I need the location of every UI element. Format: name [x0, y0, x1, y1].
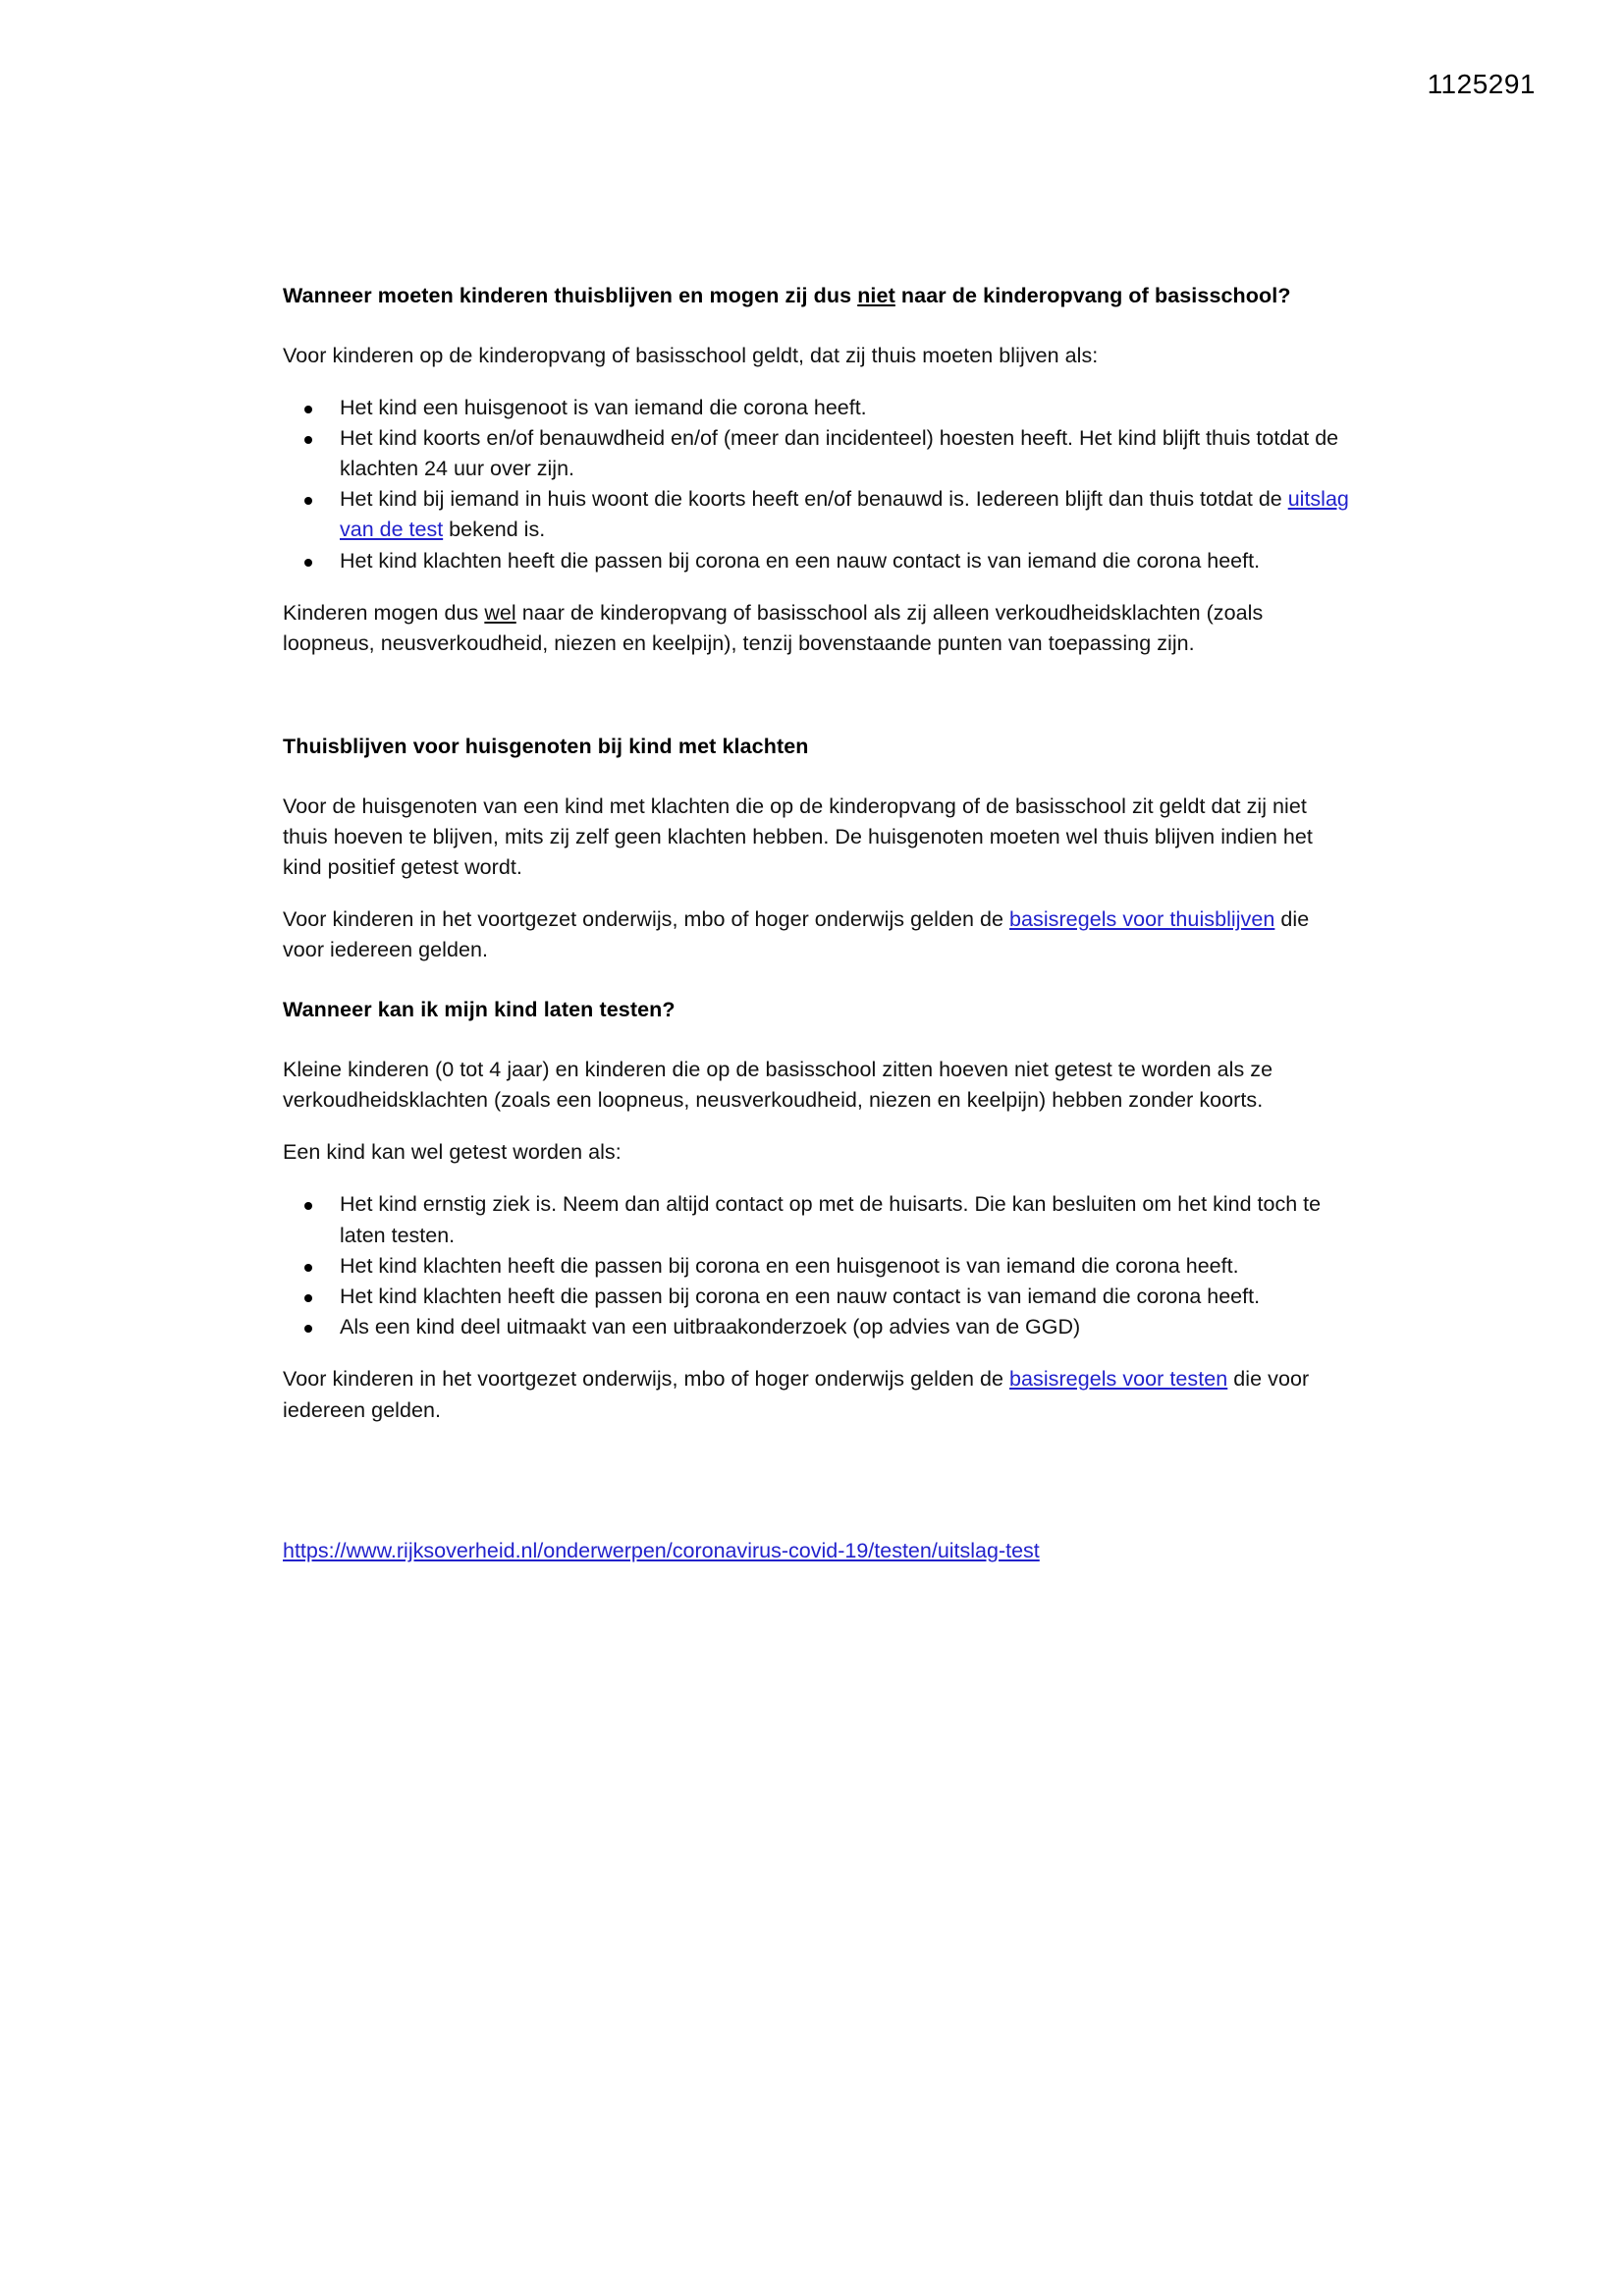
spacer	[283, 883, 1353, 904]
paragraph-basisregels-thuisblijven	[283, 904, 1353, 965]
paragraph-text-pre: Voor kinderen in het voortgezet onderwijs, mbo of hoger onderwijs gelden de	[283, 1367, 1010, 1392]
bullet-list-testen	[283, 1189, 1353, 1342]
spacer	[283, 659, 1353, 732]
heading-text-part1: Wanneer moeten kinderen thuisblijven en mogen zij dus	[283, 284, 858, 307]
paragraph-kleine-kinderen: Kleine kinderen (0 tot 4 jaar) en kinderen die op de basisschool zitten hoeven niet getest te worden als ze verkoudheidsklachten (zoals een loopneus, neusverkoudheid, niezen en keelpijn) hebben zonder koorts.	[283, 1057, 1273, 1113]
heading-emphasis-niet: niet	[857, 284, 895, 307]
heading-text-part2: naar de kinderopvang of basisschool?	[894, 284, 1291, 307]
link-basisregels-voor-thuisblijven[interactable]: basisregels voor thuisblijven	[1009, 907, 1275, 932]
closing-paragraph-section1	[283, 598, 1353, 659]
spacer	[283, 371, 1353, 393]
list-item: Als een kind deel uitmaakt van een uitbraakonderzoek (op advies van de GGD)	[283, 1312, 1353, 1342]
spacer	[283, 1426, 1353, 1536]
list-item: Het kind klachten heeft die passen bij corona en een nauw contact is van iemand die corona heeft.	[283, 1282, 1353, 1312]
list-item: Het kind ernstig ziek is. Neem dan altijd contact op met de huisarts. Die kan besluiten om het kind toch te laten testen.	[283, 1189, 1353, 1250]
list-item: Het kind klachten heeft die passen bij corona en een huisgenoot is van iemand die corona heeft.	[283, 1251, 1353, 1282]
intro-paragraph: Voor kinderen op de kinderopvang of basisschool geldt, dat zij thuis moeten blijven als:	[283, 343, 1099, 367]
document-number: 1125291	[1427, 69, 1536, 99]
list-item: Het kind klachten heeft die passen bij corona en een nauw contact is van iemand die corona heeft.	[283, 546, 1353, 576]
closing-emphasis-wel: wel	[484, 600, 516, 625]
paragraph-kind-getest: Een kind kan wel getest worden als:	[283, 1140, 622, 1165]
section-heading-testen: Wanneer kan ik mijn kind laten testen?	[283, 998, 676, 1022]
spacer	[283, 1025, 1353, 1055]
spacer	[283, 965, 1353, 995]
bullet-list-thuisblijven	[283, 393, 1353, 576]
list-item	[283, 484, 1353, 545]
spacer	[283, 1168, 1353, 1189]
spacer	[283, 1342, 1353, 1364]
closing-text-part1: Kinderen mogen dus	[283, 600, 485, 625]
list-item-text-post: bekend is.	[443, 518, 546, 542]
list-item-text-pre: Het kind bij iemand in huis woont die koorts heeft en/of benauwd is. Iedereen blijft dan thuis totdat de	[340, 487, 1288, 512]
spacer	[283, 1116, 1353, 1137]
paragraph-huisgenoten: Voor de huisgenoten van een kind met klachten die op de kinderopvang of de basisschool zit geldt dat zij niet thuis hoeven te blijven, mits zij zelf geen klachten hebben. De huisgenoten moeten wel thuis blijven indien het kind positief getest wordt.	[283, 793, 1313, 879]
closing-text-part2: naar de kinderopvang of basisschool als zij alleen verkoudheidsklachten (zoals loopneus, neusverkoudheid, niezen en keelpijn), tenzij bovenstaande punten van toepassing zijn.	[283, 600, 1264, 655]
paragraph-text-post: die voor iedereen gelden.	[283, 1367, 1310, 1422]
link-basisregels-voor-testen[interactable]: basisregels voor testen	[1009, 1367, 1228, 1392]
spacer	[283, 762, 1353, 792]
paragraph-basisregels-testen	[283, 1364, 1353, 1425]
section-heading-huisgenoten: Thuisblijven voor huisgenoten bij kind met klachten	[283, 735, 809, 759]
spacer	[283, 311, 1353, 341]
paragraph-text-pre: Voor kinderen in het voortgezet onderwijs, mbo of hoger onderwijs gelden de	[283, 907, 1010, 932]
link-uitslag-van-de-test[interactable]: uitslag van de test	[340, 487, 1349, 542]
list-item: Het kind koorts en/of benauwdheid en/of (meer dan incidenteel) hoesten heeft. Het kind blijft thuis totdat de klachten 24 uur over zijn.	[283, 423, 1353, 484]
link-source-url[interactable]: https://www.rijksoverheid.nl/onderwerpen/coronavirus-covid-19/testen/uitslag-test	[283, 1538, 1040, 1562]
document-content	[283, 281, 1353, 1566]
source-url-line	[283, 1536, 1353, 1566]
paragraph-text-post: die voor iedereen gelden.	[283, 907, 1310, 962]
section-heading-thuisblijven	[283, 281, 1353, 311]
spacer	[283, 576, 1353, 598]
list-item: Het kind een huisgenoot is van iemand die corona heeft.	[283, 393, 1353, 423]
